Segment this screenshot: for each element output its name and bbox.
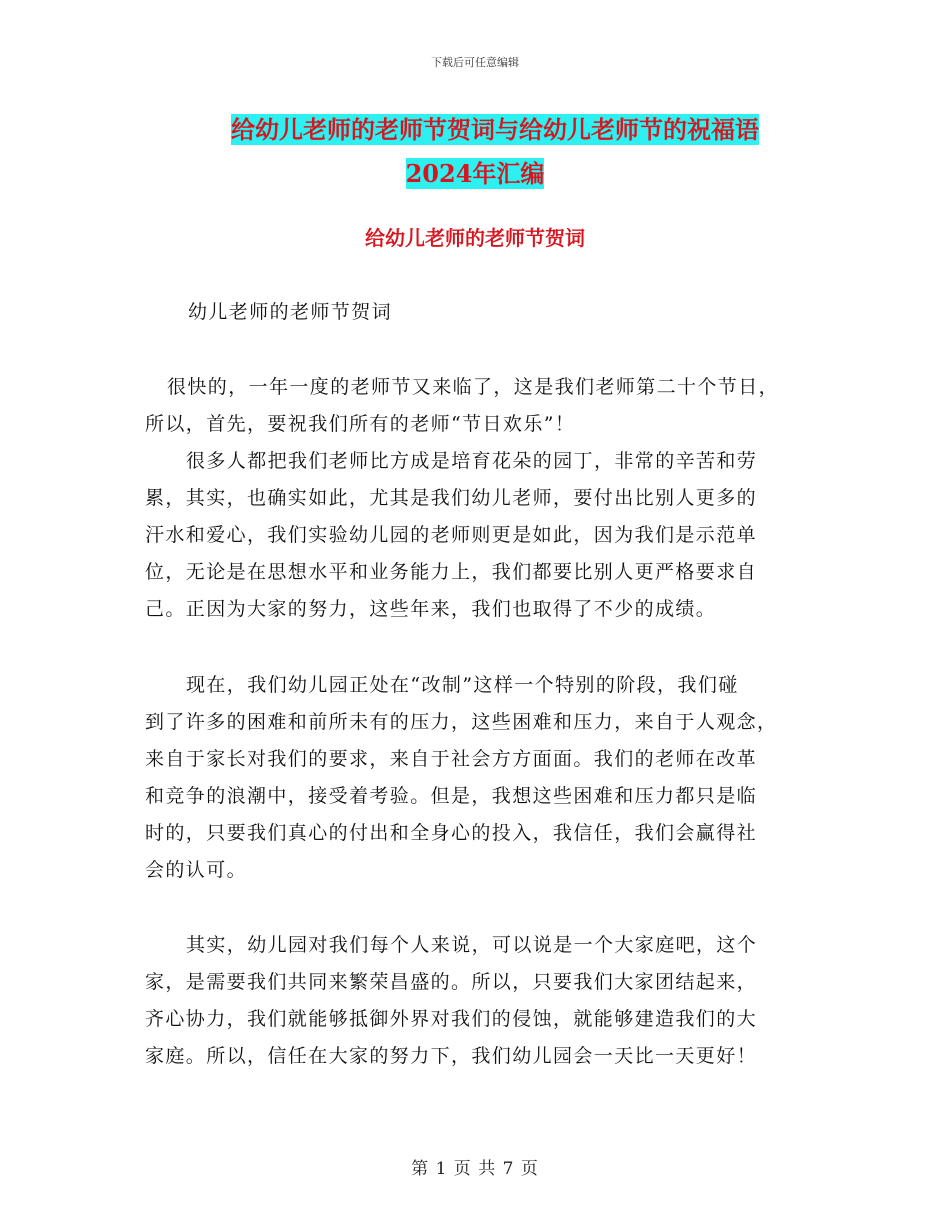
page-footer: 第 1 页 共 7 页 (411, 1159, 539, 1179)
body-line: 己。正因为大家的努力，这些年来，我们也取得了不少的成绩。 (145, 598, 717, 620)
title-highlight-1: 给幼儿老师的老师节贺词与给幼儿老师节的祝福语 (231, 115, 759, 144)
section-heading: 给幼儿老师的老师节贺词 (365, 226, 585, 250)
body-line: 累，其实，也确实如此，尤其是我们幼儿老师，要付出比别人更多的 (145, 487, 758, 509)
body-line: 齐心协力，我们就能够抵御外界对我们的侵蚀，就能够建造我们的大 (145, 1008, 758, 1030)
body-line: 来自于家长对我们的要求，来自于社会方方面面。我们的老师在改革 (145, 748, 758, 770)
title-highlight-2: 2024年汇编 (405, 159, 545, 188)
document-title-line-2 (0, 158, 950, 190)
body-line: 现在，我们幼儿园正处在“改制”这样一个特别的阶段，我们碰 (186, 674, 739, 696)
header-note: 下载后可任意编辑 (431, 56, 519, 69)
body-line: 其实，幼儿园对我们每个人来说，可以说是一个大家庭吧，这个 (186, 934, 758, 956)
body-line: 汗水和爱心，我们实验幼儿园的老师则更是如此，因为我们是示范单 (145, 524, 758, 546)
body-line: 所以，首先，要祝我们所有的老师“节日欢乐”！ (145, 413, 576, 435)
body-line: 位，无论是在思想水平和业务能力上，我们都要比别人更严格要求自 (145, 561, 758, 583)
body-line: 时的，只要我们真心的付出和全身心的投入，我信任，我们会赢得社 (145, 822, 758, 844)
body-line: 幼儿老师的老师节贺词 (188, 301, 393, 323)
body-line: 会的认可。 (145, 859, 248, 881)
body-line: 和竞争的浪潮中，接受着考验。但是，我想这些困难和压力都只是临 (145, 785, 758, 807)
body-line: 很快的，一年一度的老师节又来临了，这是我们老师第二十个节日， (167, 376, 780, 398)
body-line: 很多人都把我们老师比方成是培育花朵的园丁，非常的辛苦和劳 (186, 450, 758, 472)
document-title-line-1 (20, 114, 950, 146)
body-line: 家庭。所以，信任在大家的努力下，我们幼儿园会一天比一天更好！ (145, 1045, 758, 1067)
body-line: 家，是需要我们共同来繁荣昌盛的。所以，只要我们大家团结起来， (145, 971, 758, 993)
body-line: 到了许多的困难和前所未有的压力，这些困难和压力，来自于人观念， (145, 711, 778, 733)
